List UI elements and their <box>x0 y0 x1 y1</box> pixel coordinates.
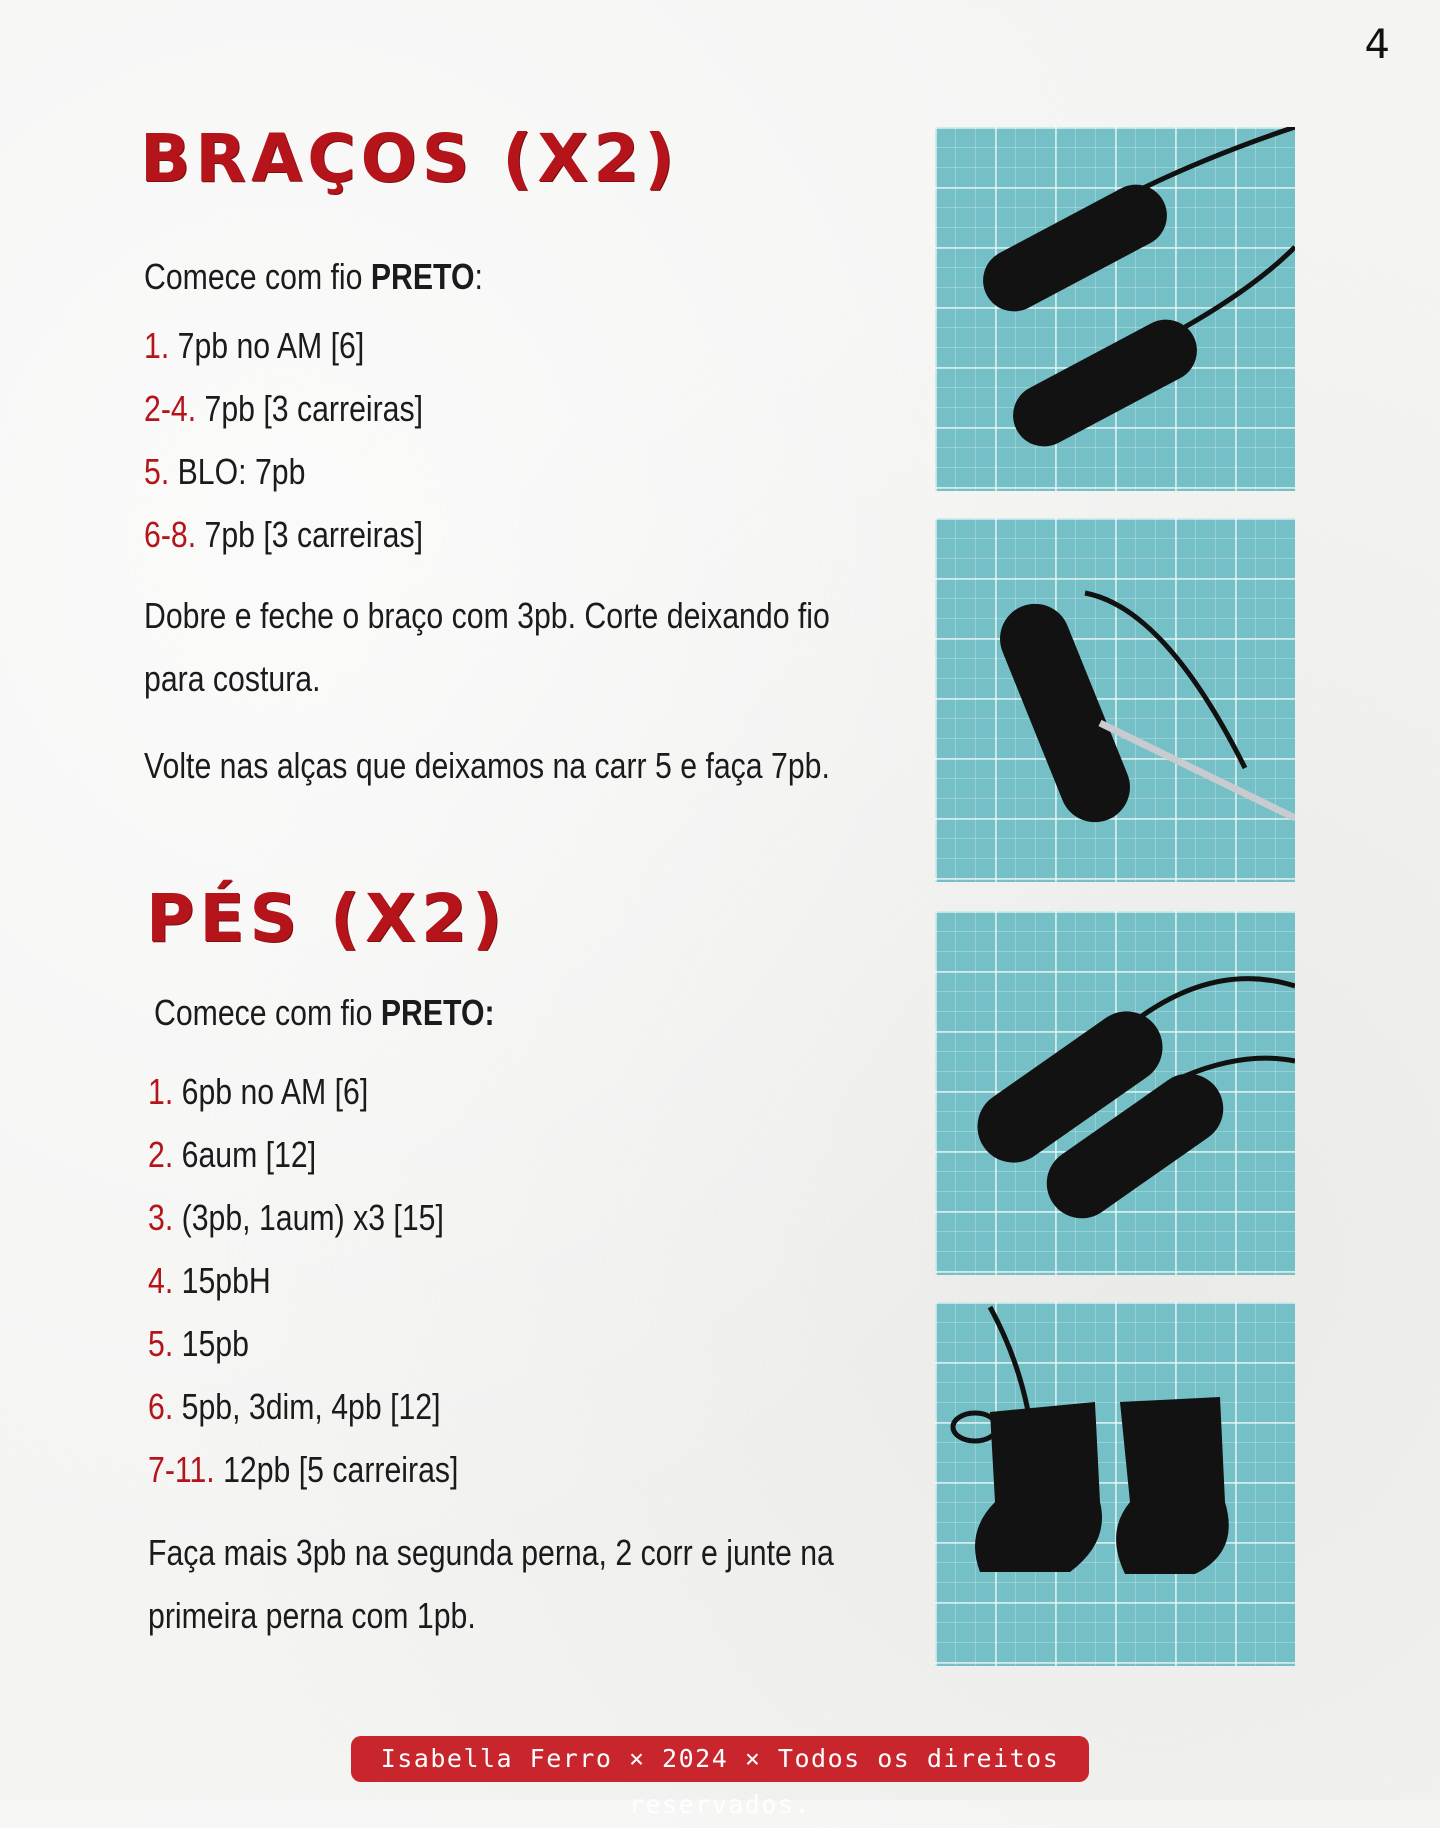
bracos-intro-color: PRETO <box>370 256 475 297</box>
pes-section <box>154 984 874 1042</box>
pes-step: 3. (3pb, 1aum) x3 [15] <box>148 1197 444 1238</box>
pes-steps-block <box>148 1060 868 1647</box>
bracos-note-close: Dobre e feche o braço com 3pb. Corte deixando fio para costura. <box>144 595 830 699</box>
pes-note: Faça mais 3pb na segunda perna, 2 corr e junte na primeira perna com 1pb. <box>148 1532 834 1636</box>
pes-step: 6. 5pb, 3dim, 4pb [12] <box>148 1386 441 1427</box>
arms-photo <box>935 127 1295 491</box>
bracos-step: 2-4. 7pb [3 carreiras] <box>144 388 424 429</box>
pes-step: 5. 15pb <box>148 1323 249 1364</box>
bracos-step: 1. 7pb no AM [6] <box>144 325 365 366</box>
page-number: 4 <box>1364 22 1390 68</box>
pes-step: 4. 15pbH <box>148 1260 271 1301</box>
bracos-section <box>144 248 864 797</box>
bracos-note-loops: Volte nas alças que deixamos na carr 5 e faça 7pb. <box>144 745 830 786</box>
legs-photo <box>935 1302 1295 1666</box>
pes-step: 1. 6pb no AM [6] <box>148 1071 369 1112</box>
arm-crochet-photo <box>935 518 1295 882</box>
pes-step: 7-11. 12pb [5 carreiras] <box>148 1449 459 1490</box>
bracos-step: 6-8. 7pb [3 carreiras] <box>144 514 424 555</box>
pes-title: PÉS (X2) <box>146 880 508 957</box>
pes-steps <box>148 1060 868 1501</box>
copyright-footer: Isabella Ferro × 2024 × Todos os direitos reservados. <box>351 1736 1089 1782</box>
pes-intro: Comece com fio PRETO: <box>154 992 495 1033</box>
pes-intro-color: PRETO: <box>380 992 495 1033</box>
bracos-step: 5. BLO: 7pb <box>144 451 306 492</box>
feet-photo <box>935 911 1295 1275</box>
bracos-intro: Comece com fio PRETO: <box>144 256 483 297</box>
bracos-steps <box>144 314 864 566</box>
bracos-title: BRAÇOS (X2) <box>140 120 680 197</box>
pes-step: 2. 6aum [12] <box>148 1134 317 1175</box>
